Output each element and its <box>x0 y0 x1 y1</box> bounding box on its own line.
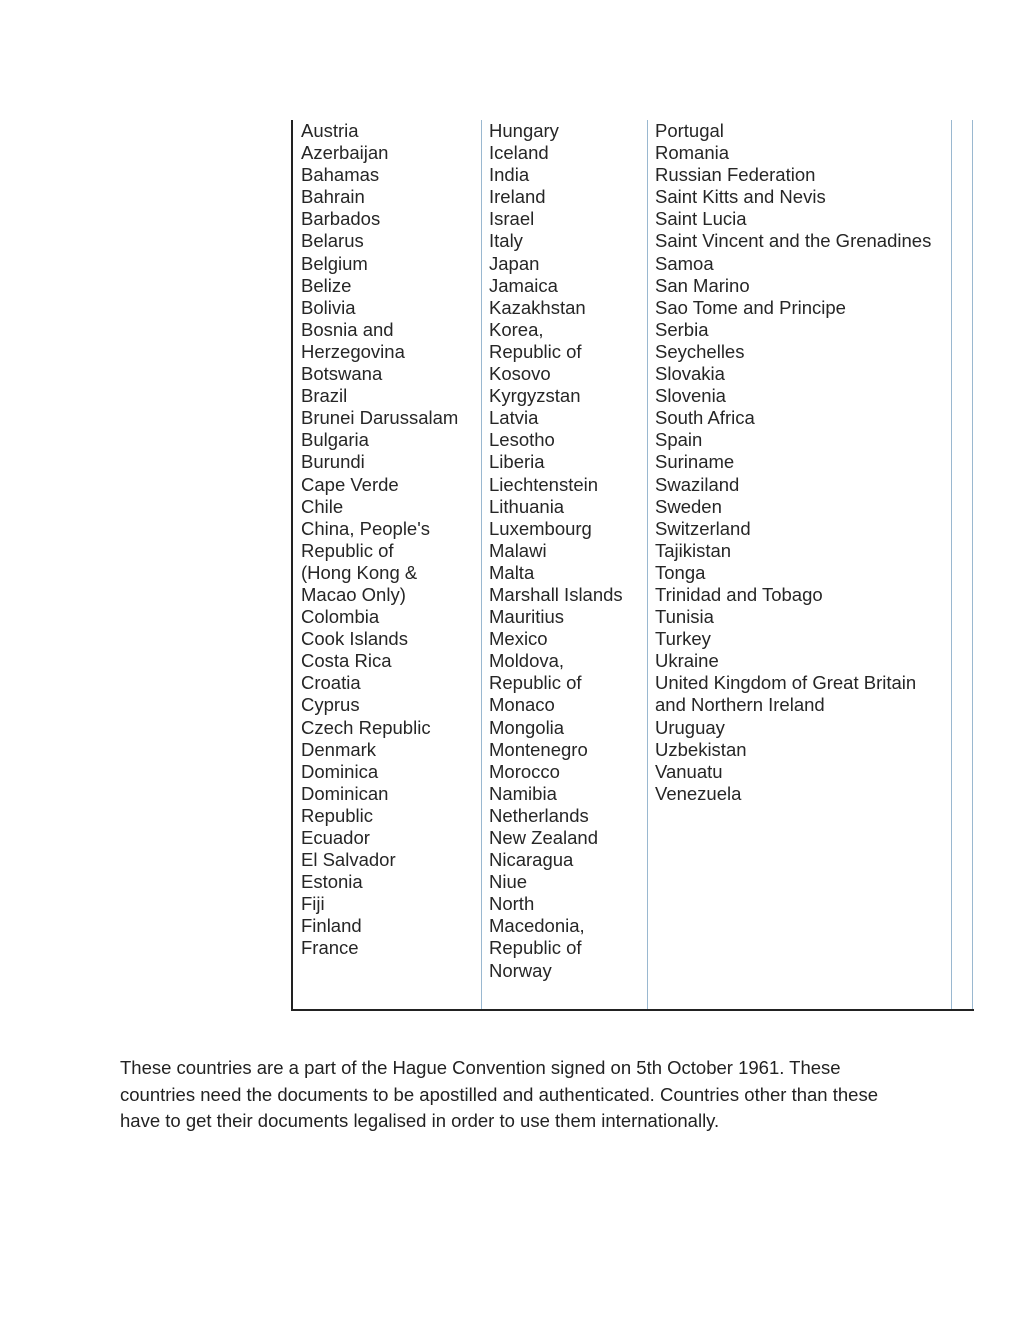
country-entry: Burundi <box>301 451 365 473</box>
country-column-2 <box>489 120 623 982</box>
country-entry: Portugal <box>655 120 724 141</box>
column-divider <box>972 120 973 1009</box>
country-entry: Nicaragua <box>489 849 574 871</box>
country-entry: Belarus <box>301 230 364 252</box>
country-entry: Republic of <box>489 340 582 362</box>
country-entry: Tajikistan <box>655 539 732 561</box>
country-entry: Sao Tome and Principe <box>655 296 846 318</box>
country-column-3 <box>655 120 931 805</box>
country-entry: Japan <box>489 252 540 274</box>
country-entry: Cyprus <box>301 694 360 716</box>
country-entry: Austria <box>301 120 359 141</box>
country-entry: Macedonia, <box>489 915 585 937</box>
country-entry: Belize <box>301 274 352 296</box>
country-entry: Bosnia and <box>301 318 394 340</box>
country-entry: Costa Rica <box>301 650 392 672</box>
country-entry: Hungary <box>489 120 559 141</box>
column-divider <box>951 120 952 1009</box>
country-entry: Croatia <box>301 672 361 694</box>
country-table <box>291 120 974 1011</box>
column-divider <box>481 120 482 1009</box>
country-entry: Mongolia <box>489 716 565 738</box>
column-divider <box>647 120 648 1009</box>
hague-convention-note: These countries are a part of the Hague Convention signed on 5th October 1961. These countries need the documents to be apostilled and authenticated. Countries other than these have to get their documents legalised in order to use them internationally. <box>120 1057 878 1131</box>
country-entry: Fiji <box>301 893 325 915</box>
country-entry: North <box>489 893 535 915</box>
country-entry: Slovakia <box>655 363 725 385</box>
country-entry: Samoa <box>655 252 714 274</box>
country-entry: Israel <box>489 208 535 230</box>
country-entry: Belgium <box>301 252 368 274</box>
country-entry: Bahrain <box>301 186 365 208</box>
country-entry: Kosovo <box>489 363 551 385</box>
country-entry: and Northern Ireland <box>655 694 825 716</box>
country-entry: Turkey <box>655 628 711 650</box>
country-entry: France <box>301 937 359 959</box>
country-entry: Suriname <box>655 451 735 473</box>
country-entry: Republic of <box>489 672 582 694</box>
country-entry: Bolivia <box>301 296 356 318</box>
country-entry: Bulgaria <box>301 429 369 451</box>
country-entry: (Hong Kong & <box>301 561 418 583</box>
country-entry: India <box>489 164 530 186</box>
country-entry: Liechtenstein <box>489 473 599 495</box>
country-entry: Switzerland <box>655 517 751 539</box>
country-entry: New Zealand <box>489 827 599 848</box>
country-entry: Czech Republic <box>301 716 431 738</box>
country-entry: Serbia <box>655 318 709 340</box>
country-entry: Azerbaijan <box>301 142 389 164</box>
country-entry: Cape Verde <box>301 473 399 495</box>
country-entry: Montenegro <box>489 738 588 760</box>
country-entry: Denmark <box>301 738 377 760</box>
country-entry: Estonia <box>301 871 363 893</box>
country-entry: Mexico <box>489 628 548 650</box>
country-entry: Republic <box>301 804 373 826</box>
country-entry: Liberia <box>489 451 545 473</box>
country-entry: Iceland <box>489 142 549 164</box>
country-entry: Saint Vincent and the Grenadines <box>655 230 932 252</box>
country-entry: Norway <box>489 959 552 981</box>
country-entry: San Marino <box>655 274 750 296</box>
country-entry: Uzbekistan <box>655 738 747 760</box>
country-entry: Venezuela <box>655 782 742 804</box>
country-entry: Malta <box>489 561 535 583</box>
country-entry: Moldova, <box>489 650 565 672</box>
country-entry: Finland <box>301 915 362 937</box>
country-entry: Marshall Islands <box>489 583 623 605</box>
country-entry: Morocco <box>489 760 560 782</box>
country-entry: Ireland <box>489 186 546 208</box>
country-entry: Dominica <box>301 760 379 782</box>
country-entry: Brunei Darussalam <box>301 407 459 429</box>
country-entry: Kyrgyzstan <box>489 385 581 407</box>
country-entry: Malawi <box>489 539 547 561</box>
country-entry: Brazil <box>301 385 348 407</box>
country-entry: Republic of <box>301 539 394 561</box>
country-entry: Luxembourg <box>489 517 592 539</box>
country-entry: Lesotho <box>489 429 555 451</box>
country-entry: Korea, <box>489 318 544 340</box>
country-column-1 <box>301 120 458 960</box>
country-entry: Tunisia <box>655 606 714 628</box>
country-entry: Lithuania <box>489 495 565 517</box>
country-entry: Bahamas <box>301 164 380 186</box>
country-entry: Kazakhstan <box>489 296 586 318</box>
country-entry: Italy <box>489 230 523 252</box>
country-entry: Cook Islands <box>301 628 408 650</box>
country-entry: Botswana <box>301 363 383 385</box>
country-entry: Netherlands <box>489 804 589 826</box>
country-entry: Trinidad and Tobago <box>655 583 823 605</box>
country-entry: China, People's <box>301 517 431 539</box>
country-entry: Ecuador <box>301 827 370 848</box>
country-entry: Namibia <box>489 782 557 804</box>
country-entry: Swaziland <box>655 473 740 495</box>
country-entry: Colombia <box>301 606 380 628</box>
country-entry: Sweden <box>655 495 722 517</box>
country-entry: Monaco <box>489 694 555 716</box>
country-entry: Dominican <box>301 782 389 804</box>
country-entry: Romania <box>655 142 730 164</box>
country-entry: Republic of <box>489 937 582 959</box>
country-entry: Uruguay <box>655 716 725 738</box>
country-entry: Vanuatu <box>655 760 723 782</box>
country-entry: Saint Lucia <box>655 208 747 230</box>
country-entry: Chile <box>301 495 344 517</box>
country-entry: Russian Federation <box>655 164 816 186</box>
country-entry: Jamaica <box>489 274 558 296</box>
country-entry: Slovenia <box>655 385 726 407</box>
country-entry: Tonga <box>655 561 706 583</box>
country-entry: South Africa <box>655 407 755 429</box>
country-entry: Saint Kitts and Nevis <box>655 186 826 208</box>
country-entry: Mauritius <box>489 606 565 628</box>
country-entry: United Kingdom of Great Britain <box>655 672 917 694</box>
country-entry: Spain <box>655 429 703 451</box>
country-entry: Ukraine <box>655 650 719 672</box>
country-entry: Latvia <box>489 407 539 429</box>
country-entry: Seychelles <box>655 340 745 362</box>
country-entry: Niue <box>489 871 528 893</box>
country-entry: El Salvador <box>301 849 396 871</box>
country-entry: Barbados <box>301 208 381 230</box>
country-entry: Herzegovina <box>301 340 405 362</box>
country-entry: Macao Only) <box>301 583 406 605</box>
